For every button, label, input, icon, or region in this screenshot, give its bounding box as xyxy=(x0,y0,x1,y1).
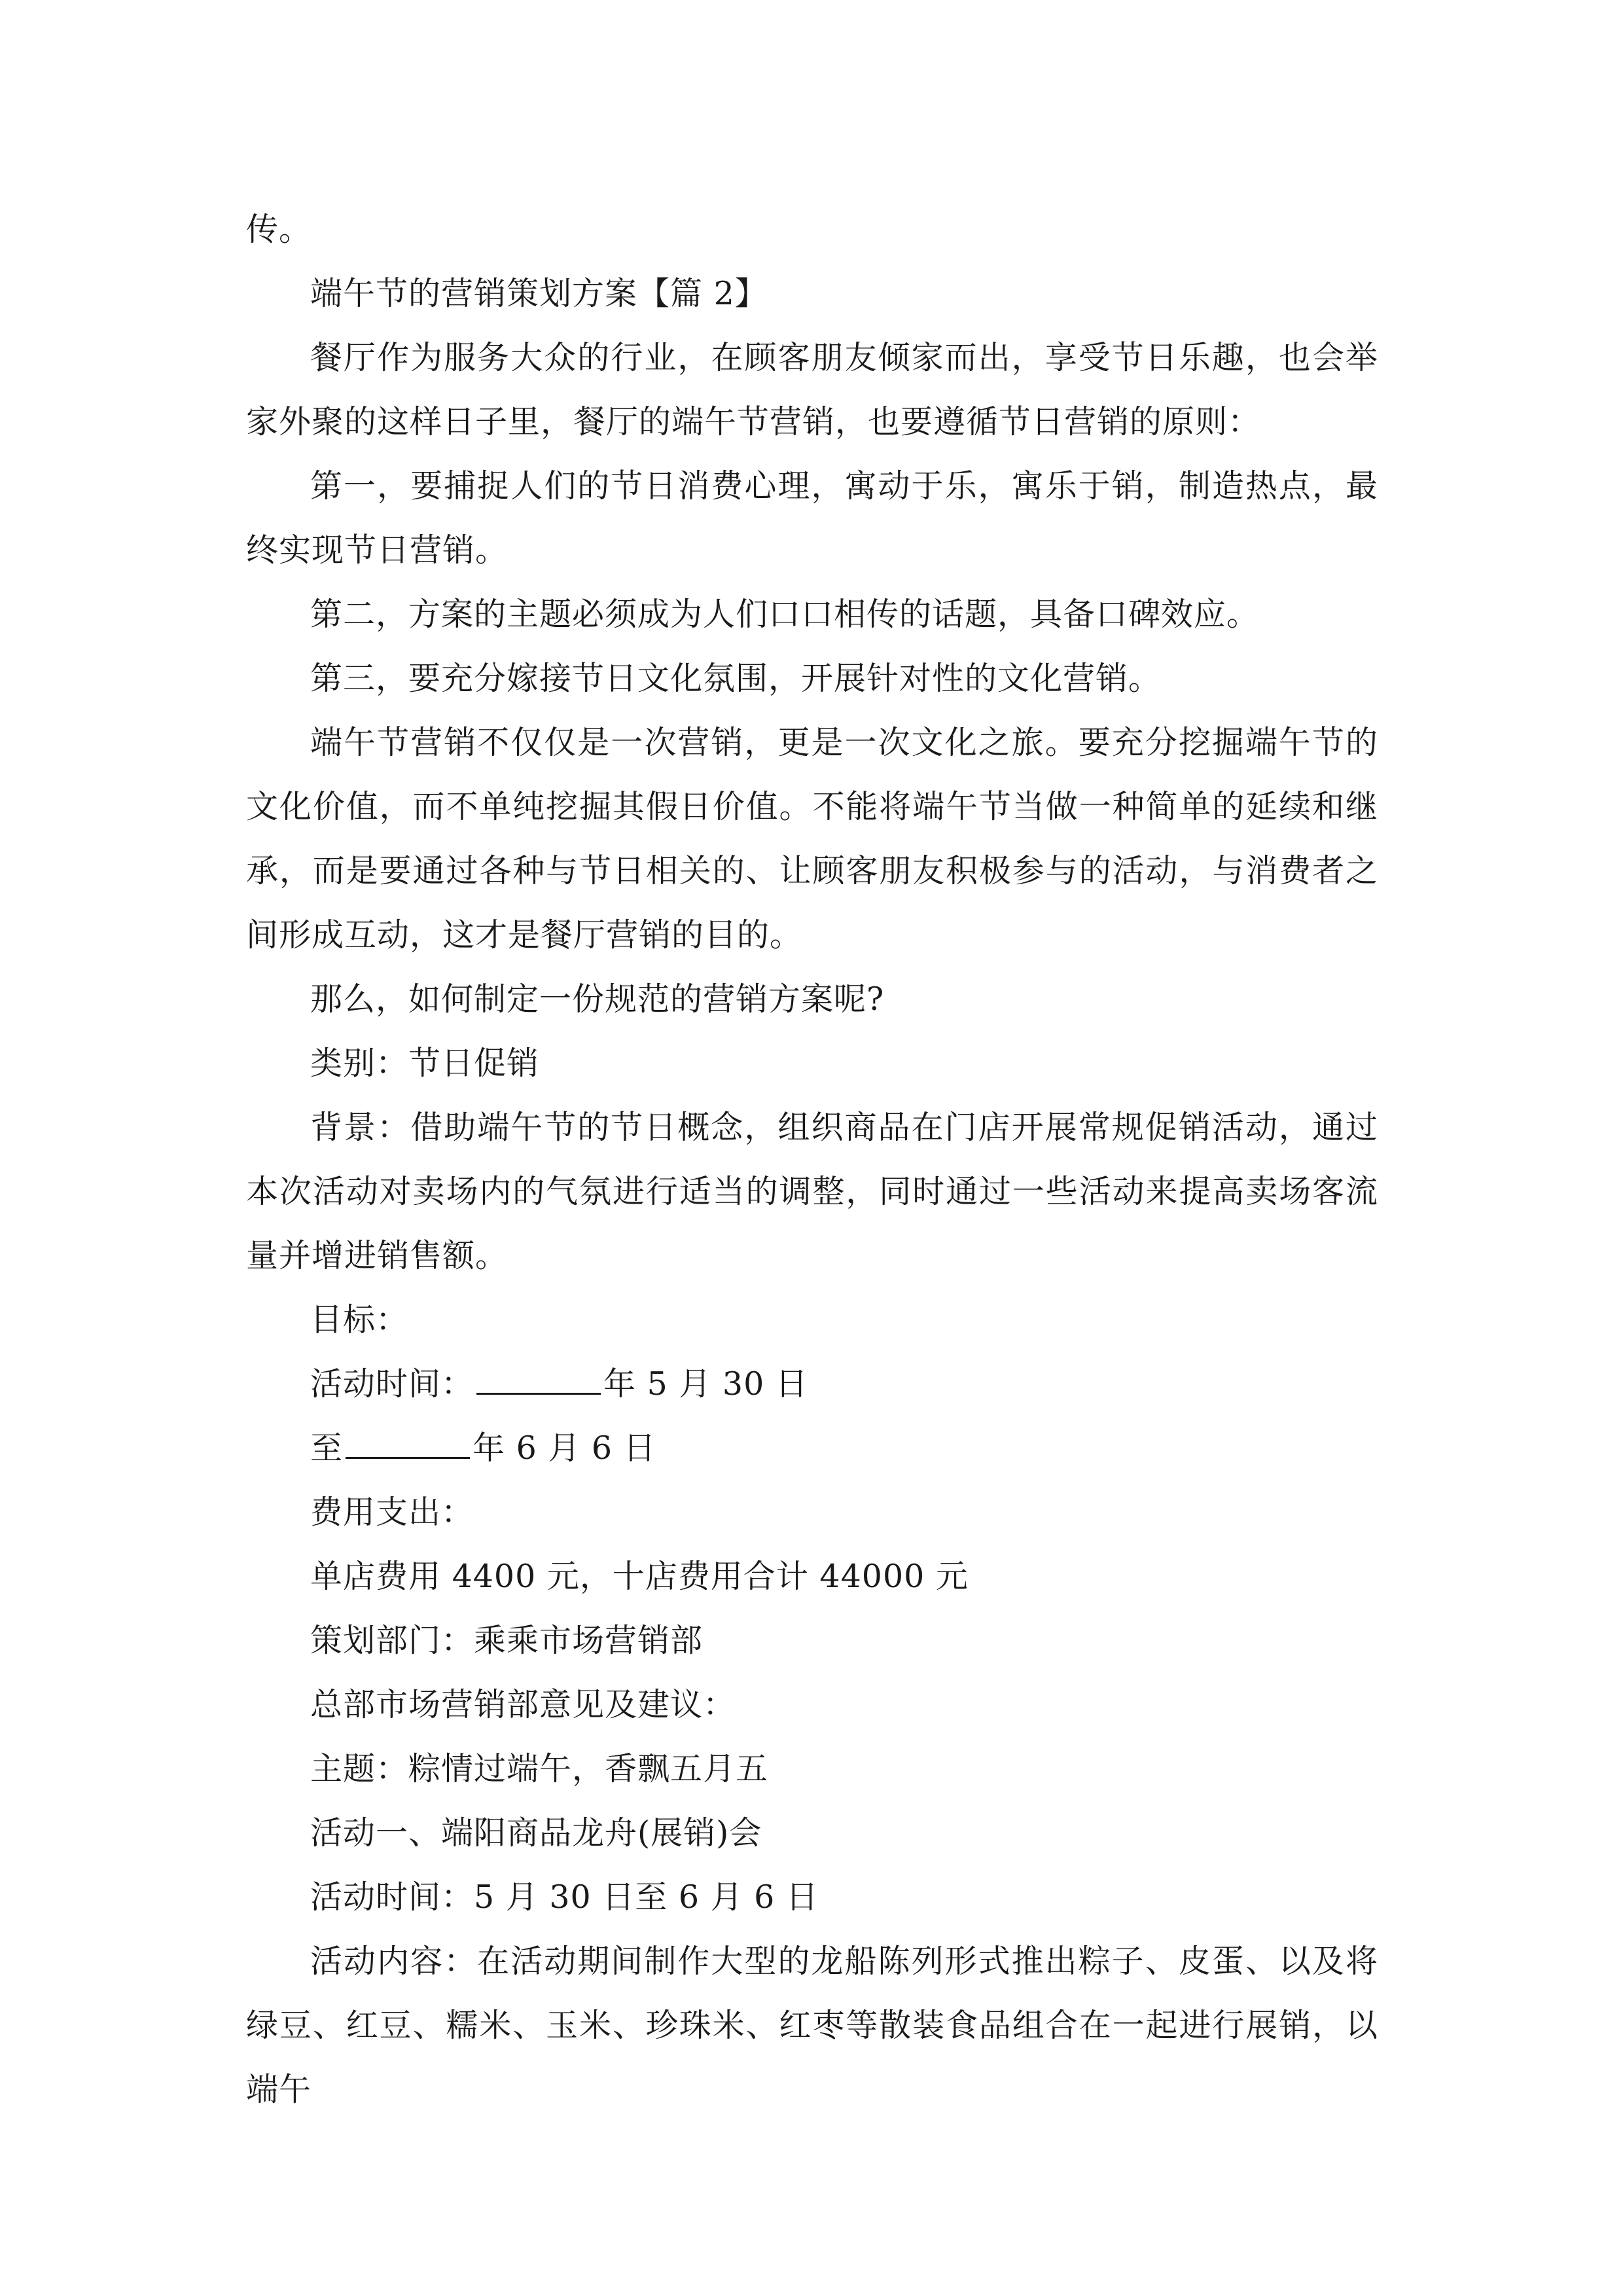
field-background: 背景：借助端午节的节日概念，组织商品在门店开展常规促销活动，通过本次活动对卖场内的气氛进行适当的调整，同时通过一些活动来提高卖场客流量并增进销售额。 xyxy=(246,1109,1378,1274)
field-expense: 费用支出： xyxy=(310,1494,474,1531)
field-category: 类别：节日促销 xyxy=(310,1045,540,1082)
activity-time-to-label: 至 xyxy=(310,1429,344,1467)
document-body xyxy=(246,198,1378,2122)
section-heading: 端午节的营销策划方案【篇 2】 xyxy=(310,275,768,312)
field-planning-dept: 策划部门：乘乘市场营销部 xyxy=(310,1622,704,1659)
field-theme: 主题：粽情过端午，香飘五月五 xyxy=(310,1750,769,1787)
activity-one-time: 活动时间：5 月 30 日至 6 月 6 日 xyxy=(310,1878,819,1916)
activity-time-start-suffix: 年 5 月 30 日 xyxy=(603,1365,808,1403)
activity-one-title: 活动一、端阳商品龙舟(展销)会 xyxy=(310,1814,762,1852)
field-expense-detail: 单店费用 4400 元，十店费用合计 44000 元 xyxy=(310,1558,969,1595)
paragraph-intro: 餐厅作为服务大众的行业，在顾客朋友倾家而出，享受节日乐趣，也会举家外聚的这样日子里，餐厅的端午节营销，也要遵循节日营销的原则： xyxy=(246,339,1378,440)
paragraph-continuation: 传。 xyxy=(246,211,312,248)
principle-two: 第二，方案的主题必须成为人们口口相传的话题，具备口碑效应。 xyxy=(310,596,1260,633)
blank-year-start xyxy=(476,1364,601,1395)
paragraph-question: 那么，如何制定一份规范的营销方案呢? xyxy=(310,980,885,1018)
field-goal: 目标： xyxy=(310,1301,409,1338)
paragraph-culture: 端午节营销不仅仅是一次营销，更是一次文化之旅。要充分挖掘端午节的文化价值，而不单纯挖掘其假日价值。不能将端午节当做一种简单的延续和继承，而是要通过各种与节日相关的、让顾客朋友积极参与的活动，与消费者之间形成互动，这才是餐厅营销的目的。 xyxy=(246,724,1378,954)
field-activity-time-end xyxy=(246,1416,1378,1480)
activity-one-content: 活动内容：在活动期间制作大型的龙船陈列形式推出粽子、皮蛋、以及将绿豆、红豆、糯米、玉米、珍珠米、红枣等散装食品组合在一起进行展销，以端午 xyxy=(246,1943,1378,2108)
activity-time-label: 活动时间： xyxy=(310,1365,474,1403)
field-activity-time-start xyxy=(246,1352,1378,1416)
activity-time-end-suffix: 年 6 月 6 日 xyxy=(473,1429,656,1467)
blank-year-end xyxy=(346,1428,470,1459)
principle-one: 第一，要捕捉人们的节日消费心理，寓动于乐，寓乐于销，制造热点，最终实现节日营销。 xyxy=(246,467,1378,569)
principle-three: 第三，要充分嫁接节日文化氛围，开展针对性的文化营销。 xyxy=(310,660,1162,697)
field-hq-opinion: 总部市场营销部意见及建议： xyxy=(310,1686,736,1723)
